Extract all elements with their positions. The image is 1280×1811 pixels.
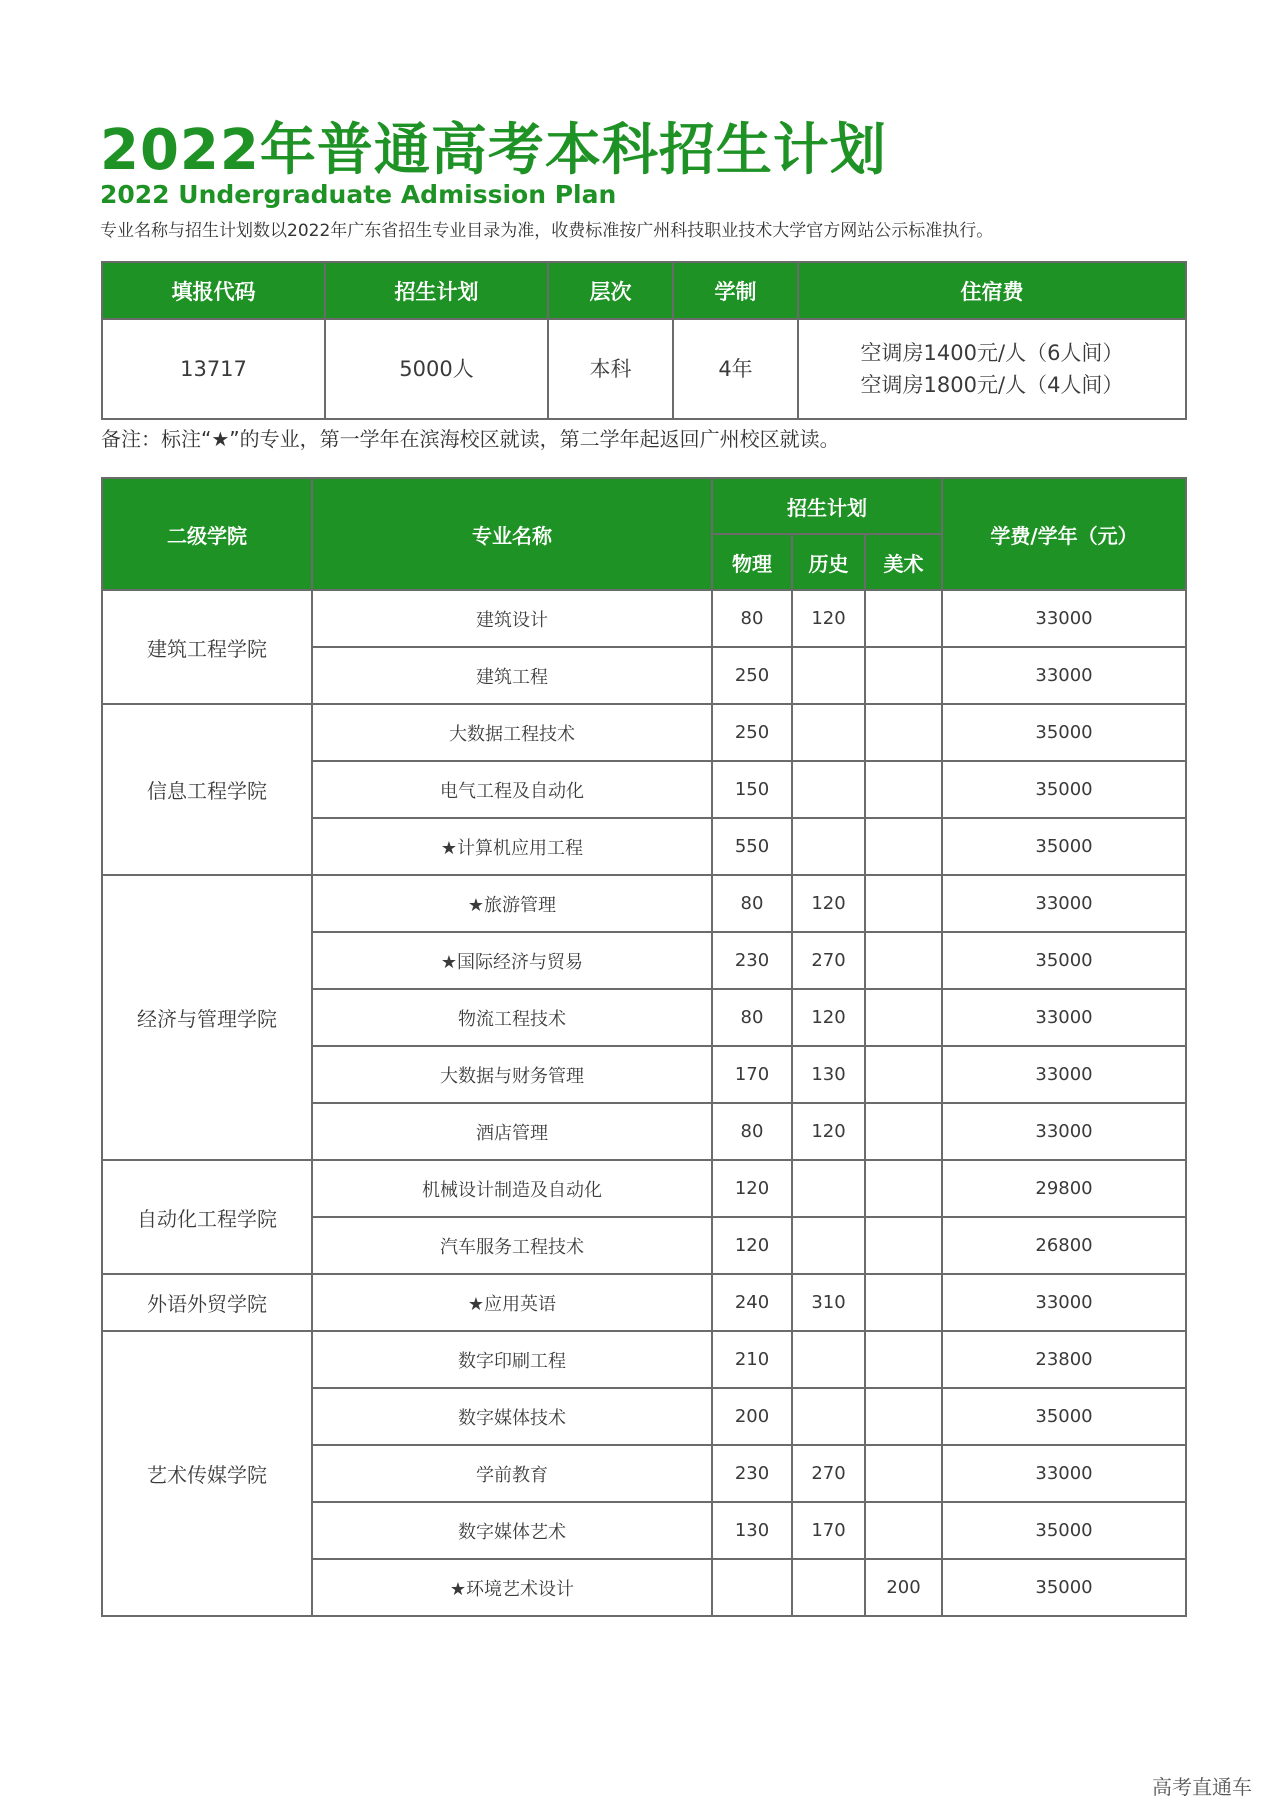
history-plan bbox=[792, 647, 865, 704]
history-plan: 120 bbox=[792, 875, 865, 932]
history-plan: 120 bbox=[792, 590, 865, 647]
physics-plan: 130 bbox=[712, 1502, 792, 1559]
art-plan bbox=[865, 818, 942, 875]
summary-level: 本科 bbox=[548, 319, 673, 419]
major-name: ★国际经济与贸易 bbox=[312, 932, 712, 989]
college-name: 信息工程学院 bbox=[102, 704, 312, 875]
physics-plan: 200 bbox=[712, 1388, 792, 1445]
art-plan bbox=[865, 989, 942, 1046]
intro-text: 专业名称与招生计划数以2022年广东省招生专业目录为准，收费标准按广州科技职业技术大学官方网站公示标准执行。 bbox=[100, 221, 994, 241]
table-row bbox=[102, 875, 1186, 932]
physics-plan: 250 bbox=[712, 647, 792, 704]
physics-plan: 150 bbox=[712, 761, 792, 818]
history-plan bbox=[792, 761, 865, 818]
tuition: 35000 bbox=[942, 818, 1186, 875]
history-plan bbox=[792, 704, 865, 761]
major-name: 物流工程技术 bbox=[312, 989, 712, 1046]
summary-table bbox=[101, 261, 1187, 420]
tuition: 35000 bbox=[942, 704, 1186, 761]
art-plan bbox=[865, 1388, 942, 1445]
history-plan: 170 bbox=[792, 1502, 865, 1559]
art-plan bbox=[865, 875, 942, 932]
history-plan bbox=[792, 1559, 865, 1616]
major-name: ★应用英语 bbox=[312, 1274, 712, 1331]
tuition: 23800 bbox=[942, 1331, 1186, 1388]
tuition: 35000 bbox=[942, 1388, 1186, 1445]
header-history: 历史 bbox=[792, 534, 865, 590]
summary-header-duration: 学制 bbox=[673, 262, 798, 319]
physics-plan: 230 bbox=[712, 1445, 792, 1502]
watermark: 高考直通车 bbox=[1152, 1775, 1252, 1799]
major-name: 大数据与财务管理 bbox=[312, 1046, 712, 1103]
history-plan: 130 bbox=[792, 1046, 865, 1103]
major-name: 数字印刷工程 bbox=[312, 1331, 712, 1388]
physics-plan: 170 bbox=[712, 1046, 792, 1103]
dorm-fee-line-1: 空调房1400元/人（6人间） bbox=[860, 341, 1124, 365]
table-row bbox=[102, 1274, 1186, 1331]
major-name: ★计算机应用工程 bbox=[312, 818, 712, 875]
tuition: 35000 bbox=[942, 1559, 1186, 1616]
plan-header-row bbox=[102, 478, 1186, 534]
summary-dorm-fee bbox=[798, 319, 1186, 419]
major-name: 大数据工程技术 bbox=[312, 704, 712, 761]
major-name: 数字媒体艺术 bbox=[312, 1502, 712, 1559]
major-name: 汽车服务工程技术 bbox=[312, 1217, 712, 1274]
history-plan: 120 bbox=[792, 989, 865, 1046]
major-name: 电气工程及自动化 bbox=[312, 761, 712, 818]
dorm-fee-line-2: 空调房1800元/人（4人间） bbox=[860, 373, 1124, 397]
major-name: 酒店管理 bbox=[312, 1103, 712, 1160]
tuition: 33000 bbox=[942, 875, 1186, 932]
art-plan bbox=[865, 761, 942, 818]
history-plan bbox=[792, 1217, 865, 1274]
history-plan bbox=[792, 1160, 865, 1217]
header-plan: 招生计划 bbox=[712, 478, 942, 534]
note-text: 备注：标注“★”的专业，第一学年在滨海校区就读，第二学年起返回广州校区就读。 bbox=[101, 427, 840, 451]
page-title: 2022年普通高考本科招生计划 bbox=[100, 118, 887, 183]
table-row bbox=[102, 1331, 1186, 1388]
art-plan: 200 bbox=[865, 1559, 942, 1616]
art-plan bbox=[865, 1160, 942, 1217]
history-plan bbox=[792, 818, 865, 875]
major-name: 机械设计制造及自动化 bbox=[312, 1160, 712, 1217]
summary-duration: 4年 bbox=[673, 319, 798, 419]
physics-plan: 210 bbox=[712, 1331, 792, 1388]
tuition: 35000 bbox=[942, 1502, 1186, 1559]
history-plan: 270 bbox=[792, 932, 865, 989]
art-plan bbox=[865, 1217, 942, 1274]
table-row bbox=[102, 590, 1186, 647]
physics-plan: 80 bbox=[712, 875, 792, 932]
college-name: 建筑工程学院 bbox=[102, 590, 312, 704]
tuition: 33000 bbox=[942, 1103, 1186, 1160]
art-plan bbox=[865, 1103, 942, 1160]
history-plan: 120 bbox=[792, 1103, 865, 1160]
art-plan bbox=[865, 1502, 942, 1559]
summary-header-code: 填报代码 bbox=[102, 262, 325, 319]
physics-plan: 120 bbox=[712, 1160, 792, 1217]
physics-plan: 80 bbox=[712, 989, 792, 1046]
physics-plan: 120 bbox=[712, 1217, 792, 1274]
major-name: ★旅游管理 bbox=[312, 875, 712, 932]
summary-header-row bbox=[102, 262, 1186, 319]
header-art: 美术 bbox=[865, 534, 942, 590]
physics-plan: 80 bbox=[712, 590, 792, 647]
plan-table-body bbox=[102, 590, 1186, 1616]
history-plan bbox=[792, 1331, 865, 1388]
art-plan bbox=[865, 647, 942, 704]
table-row bbox=[102, 1160, 1186, 1217]
tuition: 26800 bbox=[942, 1217, 1186, 1274]
major-name: ★环境艺术设计 bbox=[312, 1559, 712, 1616]
history-plan: 310 bbox=[792, 1274, 865, 1331]
tuition: 33000 bbox=[942, 1274, 1186, 1331]
header-college: 二级学院 bbox=[102, 478, 312, 590]
physics-plan: 240 bbox=[712, 1274, 792, 1331]
header-major: 专业名称 bbox=[312, 478, 712, 590]
summary-code: 13717 bbox=[102, 319, 325, 419]
physics-plan bbox=[712, 1559, 792, 1616]
art-plan bbox=[865, 1274, 942, 1331]
history-plan bbox=[792, 1388, 865, 1445]
table-row bbox=[102, 704, 1186, 761]
tuition: 33000 bbox=[942, 1445, 1186, 1502]
summary-header-dorm-fee: 住宿费 bbox=[798, 262, 1186, 319]
college-name: 外语外贸学院 bbox=[102, 1274, 312, 1331]
major-name: 学前教育 bbox=[312, 1445, 712, 1502]
major-name: 建筑工程 bbox=[312, 647, 712, 704]
summary-header-level: 层次 bbox=[548, 262, 673, 319]
college-name: 艺术传媒学院 bbox=[102, 1331, 312, 1616]
major-name: 建筑设计 bbox=[312, 590, 712, 647]
plan-table bbox=[101, 477, 1187, 1617]
header-tuition: 学费/学年（元） bbox=[942, 478, 1186, 590]
art-plan bbox=[865, 1445, 942, 1502]
art-plan bbox=[865, 1046, 942, 1103]
summary-plan: 5000人 bbox=[325, 319, 548, 419]
page-subtitle: 2022 Undergraduate Admission Plan bbox=[100, 180, 617, 209]
art-plan bbox=[865, 704, 942, 761]
tuition: 33000 bbox=[942, 647, 1186, 704]
tuition: 33000 bbox=[942, 590, 1186, 647]
tuition: 33000 bbox=[942, 1046, 1186, 1103]
art-plan bbox=[865, 932, 942, 989]
tuition: 33000 bbox=[942, 989, 1186, 1046]
header-physics: 物理 bbox=[712, 534, 792, 590]
history-plan: 270 bbox=[792, 1445, 865, 1502]
art-plan bbox=[865, 1331, 942, 1388]
tuition: 29800 bbox=[942, 1160, 1186, 1217]
summary-data-row bbox=[102, 319, 1186, 419]
major-name: 数字媒体技术 bbox=[312, 1388, 712, 1445]
physics-plan: 230 bbox=[712, 932, 792, 989]
college-name: 自动化工程学院 bbox=[102, 1160, 312, 1274]
physics-plan: 250 bbox=[712, 704, 792, 761]
physics-plan: 80 bbox=[712, 1103, 792, 1160]
college-name: 经济与管理学院 bbox=[102, 875, 312, 1160]
physics-plan: 550 bbox=[712, 818, 792, 875]
tuition: 35000 bbox=[942, 761, 1186, 818]
summary-header-plan: 招生计划 bbox=[325, 262, 548, 319]
art-plan bbox=[865, 590, 942, 647]
tuition: 35000 bbox=[942, 932, 1186, 989]
